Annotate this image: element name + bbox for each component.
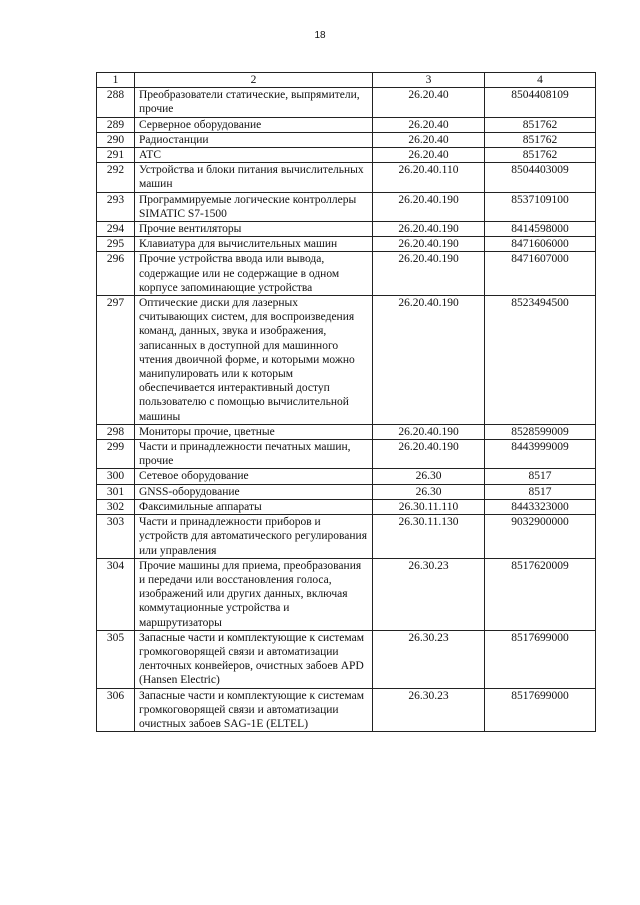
- product-description: Прочие устройства ввода или вывода, содержащие или не содержащие в одном корпусе запоминающие устройства: [135, 252, 373, 296]
- table-row: [97, 469, 596, 484]
- column-header: 3: [373, 73, 485, 88]
- okpd2-code: 26.20.40.190: [373, 424, 485, 439]
- table-row: [97, 440, 596, 469]
- row-number: 297: [97, 296, 135, 425]
- row-number: 293: [97, 192, 135, 221]
- okpd2-code: 26.20.40: [373, 117, 485, 132]
- row-number: 295: [97, 237, 135, 252]
- product-description: Серверное оборудование: [135, 117, 373, 132]
- row-number: 303: [97, 515, 135, 559]
- product-description: GNSS-оборудование: [135, 484, 373, 499]
- table-row: [97, 630, 596, 688]
- table-row: [97, 192, 596, 221]
- table-row: [97, 88, 596, 117]
- table-row: [97, 117, 596, 132]
- okpd2-code: 26.20.40.190: [373, 192, 485, 221]
- tnved-code: 8414598000: [485, 222, 596, 237]
- okpd2-code: 26.30.23: [373, 630, 485, 688]
- product-description: Части и принадлежности печатных машин, прочие: [135, 440, 373, 469]
- table-row: [97, 296, 596, 425]
- tnved-code: 8517620009: [485, 558, 596, 630]
- product-description: Факсимильные аппараты: [135, 499, 373, 514]
- column-header: 2: [135, 73, 373, 88]
- page-number: 18: [314, 30, 326, 41]
- table-row: [97, 237, 596, 252]
- table-row: [97, 163, 596, 192]
- table-row: [97, 424, 596, 439]
- row-number: 290: [97, 132, 135, 147]
- product-description: Прочие машины для приема, преобразования и передачи или восстановления голоса, изображений или других данных, включая коммутационные устройства и маршрутизаторы: [135, 558, 373, 630]
- okpd2-code: 26.20.40.190: [373, 440, 485, 469]
- table-row: [97, 222, 596, 237]
- product-description: Радиостанции: [135, 132, 373, 147]
- row-number: 306: [97, 688, 135, 732]
- column-header: 4: [485, 73, 596, 88]
- row-number: 298: [97, 424, 135, 439]
- product-description: Оптические диски для лазерных считывающих систем, для воспроизведения команд, данных, звука и изображения, записанных в доступной для машинного чтения двоичной форме, и которыми можно манипулировать или к которым обеспечивается интерактивный доступ пользователю с помощью вычислительной машины: [135, 296, 373, 425]
- table-header-row: [97, 73, 596, 88]
- row-number: 289: [97, 117, 135, 132]
- tnved-code: 8443999009: [485, 440, 596, 469]
- row-number: 296: [97, 252, 135, 296]
- okpd2-code: 26.30.11.130: [373, 515, 485, 559]
- tnved-code: 8523494500: [485, 296, 596, 425]
- row-number: 305: [97, 630, 135, 688]
- product-description: Программируемые логические контроллеры SIMATIC S7-1500: [135, 192, 373, 221]
- product-description: Части и принадлежности приборов и устройств для автоматического регулирования или управления: [135, 515, 373, 559]
- okpd2-code: 26.30: [373, 469, 485, 484]
- table-row: [97, 688, 596, 732]
- tnved-code: 8504403009: [485, 163, 596, 192]
- product-description: Преобразователи статические, выпрямители, прочие: [135, 88, 373, 117]
- tnved-code: 8517699000: [485, 688, 596, 732]
- table-row: [97, 558, 596, 630]
- okpd2-code: 26.20.40.190: [373, 237, 485, 252]
- tnved-code: 9032900000: [485, 515, 596, 559]
- row-number: 300: [97, 469, 135, 484]
- column-header: 1: [97, 73, 135, 88]
- table-row: [97, 499, 596, 514]
- tnved-code: 851762: [485, 132, 596, 147]
- okpd2-code: 26.30.23: [373, 558, 485, 630]
- product-description: Клавиатура для вычислительных машин: [135, 237, 373, 252]
- tnved-code: 8528599009: [485, 424, 596, 439]
- table-row: [97, 148, 596, 163]
- table-body: [97, 88, 596, 732]
- row-number: 292: [97, 163, 135, 192]
- okpd2-code: 26.20.40.190: [373, 252, 485, 296]
- okpd2-code: 26.20.40: [373, 148, 485, 163]
- tnved-code: 851762: [485, 117, 596, 132]
- row-number: 291: [97, 148, 135, 163]
- table-row: [97, 484, 596, 499]
- tnved-code: 851762: [485, 148, 596, 163]
- okpd2-code: 26.20.40.190: [373, 222, 485, 237]
- tnved-code: 8517: [485, 484, 596, 499]
- okpd2-code: 26.20.40: [373, 132, 485, 147]
- tnved-code: 8443323000: [485, 499, 596, 514]
- table-row: [97, 515, 596, 559]
- product-description: Запасные части и комплектующие к системам громкоговорящей связи и автоматизации очистных забоев SAG-1E (ELTEL): [135, 688, 373, 732]
- classification-table: [96, 72, 596, 732]
- table-row: [97, 132, 596, 147]
- product-description: Сетевое оборудование: [135, 469, 373, 484]
- product-description: Прочие вентиляторы: [135, 222, 373, 237]
- tnved-code: 8517: [485, 469, 596, 484]
- tnved-code: 8537109100: [485, 192, 596, 221]
- row-number: 299: [97, 440, 135, 469]
- row-number: 294: [97, 222, 135, 237]
- product-description: Мониторы прочие, цветные: [135, 424, 373, 439]
- row-number: 302: [97, 499, 135, 514]
- okpd2-code: 26.30: [373, 484, 485, 499]
- okpd2-code: 26.30.11.110: [373, 499, 485, 514]
- tnved-code: 8517699000: [485, 630, 596, 688]
- okpd2-code: 26.20.40.190: [373, 296, 485, 425]
- okpd2-code: 26.20.40: [373, 88, 485, 117]
- tnved-code: 8471607000: [485, 252, 596, 296]
- tnved-code: 8471606000: [485, 237, 596, 252]
- row-number: 304: [97, 558, 135, 630]
- row-number: 301: [97, 484, 135, 499]
- okpd2-code: 26.30.23: [373, 688, 485, 732]
- table-row: [97, 252, 596, 296]
- product-description: Запасные части и комплектующие к системам громкоговорящей связи и автоматизации ленточных конвейеров, очистных забоев APD (Hansen Electric): [135, 630, 373, 688]
- product-description: АТС: [135, 148, 373, 163]
- okpd2-code: 26.20.40.110: [373, 163, 485, 192]
- product-description: Устройства и блоки питания вычислительных машин: [135, 163, 373, 192]
- tnved-code: 8504408109: [485, 88, 596, 117]
- row-number: 288: [97, 88, 135, 117]
